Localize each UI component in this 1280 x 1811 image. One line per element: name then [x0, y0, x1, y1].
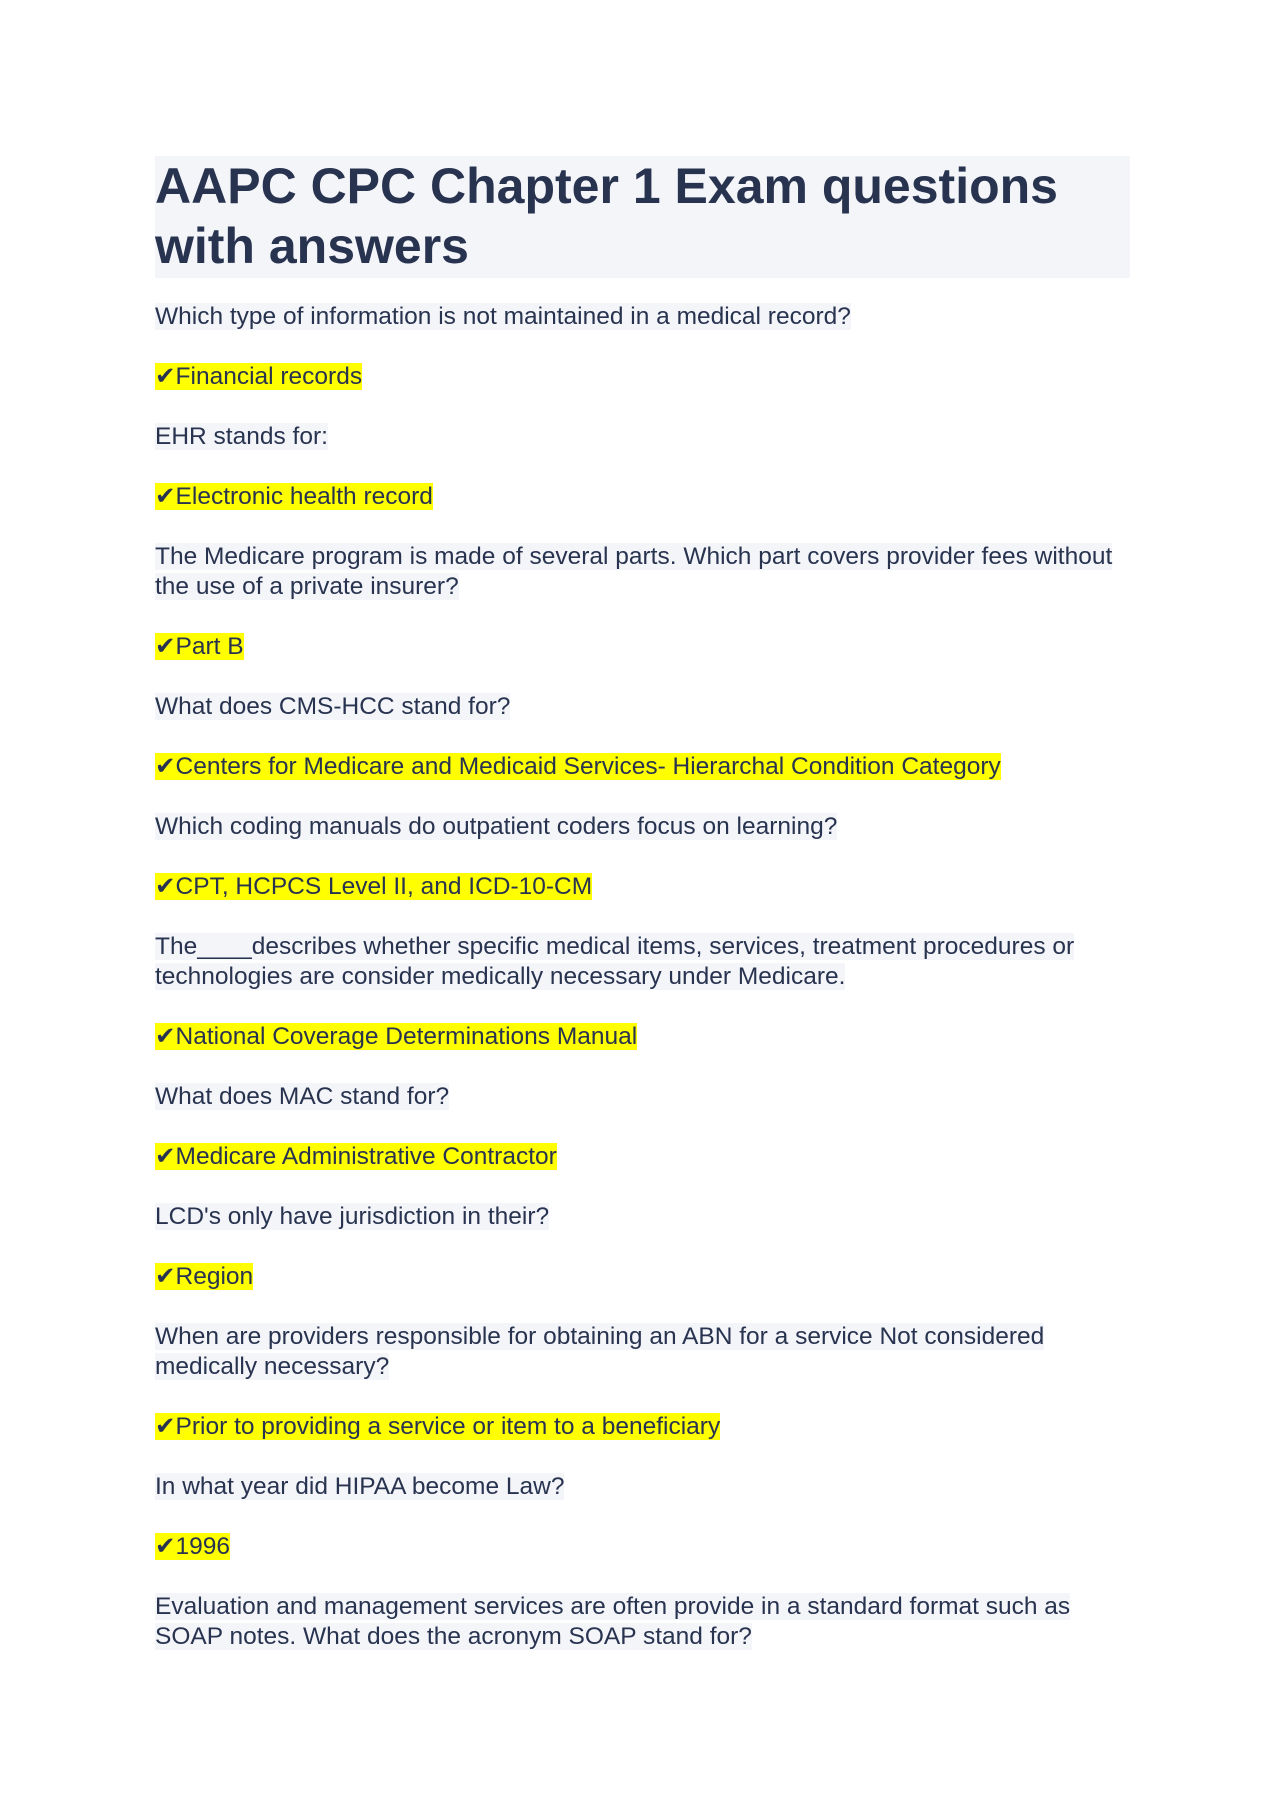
answer-text [155, 1412, 1130, 1442]
answer-label: Electronic health record [175, 483, 433, 510]
question-label: Which type of information is not maintained in a medical record? [155, 303, 851, 330]
answer-label: Medicare Administrative Contractor [175, 1143, 557, 1170]
question-text [155, 302, 1130, 332]
answer-text [155, 362, 1130, 392]
answer-text [155, 632, 1130, 662]
document-title: AAPC CPC Chapter 1 Exam questions with answers [155, 158, 1058, 274]
document-page [155, 156, 1130, 1682]
answer-label: 1996 [175, 1533, 231, 1560]
answer-text [155, 1262, 1130, 1292]
answer-highlight [155, 363, 362, 390]
question-text [155, 1082, 1130, 1112]
question-text [155, 1472, 1130, 1502]
check-icon: ✔ [155, 363, 176, 390]
answer-label: Prior to providing a service or item to a beneficiary [175, 1413, 721, 1440]
question-label: LCD's only have jurisdiction in their? [155, 1203, 550, 1230]
answer-highlight [155, 1023, 637, 1050]
answer-text [155, 872, 1130, 902]
check-icon: ✔ [155, 1413, 176, 1440]
check-icon: ✔ [155, 633, 176, 660]
question-label: What does MAC stand for? [155, 1083, 450, 1110]
answer-text [155, 752, 1130, 782]
answer-label: Financial records [175, 363, 363, 390]
question-text [155, 422, 1130, 452]
question-label: Evaluation and management services are often provide in a standard format such as SOAP notes. What does the acronym SOAP stand for? [155, 1593, 1071, 1650]
question-text [155, 1322, 1130, 1382]
question-label: EHR stands for: [155, 423, 328, 450]
question-text [155, 692, 1130, 722]
check-icon: ✔ [155, 1533, 176, 1560]
question-label: In what year did HIPAA become Law? [155, 1473, 565, 1500]
answer-text [155, 1142, 1130, 1172]
answer-label: Centers for Medicare and Medicaid Services- Hierarchal Condition Category [175, 753, 1001, 780]
answer-text [155, 1532, 1130, 1562]
question-label: When are providers responsible for obtaining an ABN for a service Not considered medically necessary? [155, 1323, 1045, 1380]
check-icon: ✔ [155, 1143, 176, 1170]
answer-text [155, 482, 1130, 512]
check-icon: ✔ [155, 483, 176, 510]
answer-highlight [155, 1413, 720, 1440]
answer-highlight [155, 1143, 557, 1170]
question-label: The____describes whether specific medical items, services, treatment procedures or technologies are consider medically necessary under Medicare. [155, 933, 1075, 990]
check-icon: ✔ [155, 753, 176, 780]
question-text [155, 932, 1130, 992]
question-label: Which coding manuals do outpatient coders focus on learning? [155, 813, 838, 840]
answer-label: CPT, HCPCS Level II, and ICD-10-CM [175, 873, 593, 900]
question-label: The Medicare program is made of several parts. Which part covers provider fees without the use of a private insurer? [155, 543, 1113, 600]
answer-highlight [155, 753, 1001, 780]
title-block [155, 156, 1130, 278]
answer-label: Part B [175, 633, 244, 660]
answer-highlight [155, 483, 433, 510]
answer-highlight [155, 873, 592, 900]
question-text [155, 812, 1130, 842]
answer-label: National Coverage Determinations Manual [175, 1023, 638, 1050]
answer-label: Region [175, 1263, 254, 1290]
question-text [155, 1592, 1130, 1652]
answer-highlight [155, 1533, 230, 1560]
qa-list [155, 302, 1130, 1652]
answer-text [155, 1022, 1130, 1052]
check-icon: ✔ [155, 873, 176, 900]
check-icon: ✔ [155, 1263, 176, 1290]
answer-highlight [155, 633, 244, 660]
question-text [155, 542, 1130, 602]
answer-highlight [155, 1263, 253, 1290]
question-text [155, 1202, 1130, 1232]
check-icon: ✔ [155, 1023, 176, 1050]
question-label: What does CMS-HCC stand for? [155, 693, 511, 720]
